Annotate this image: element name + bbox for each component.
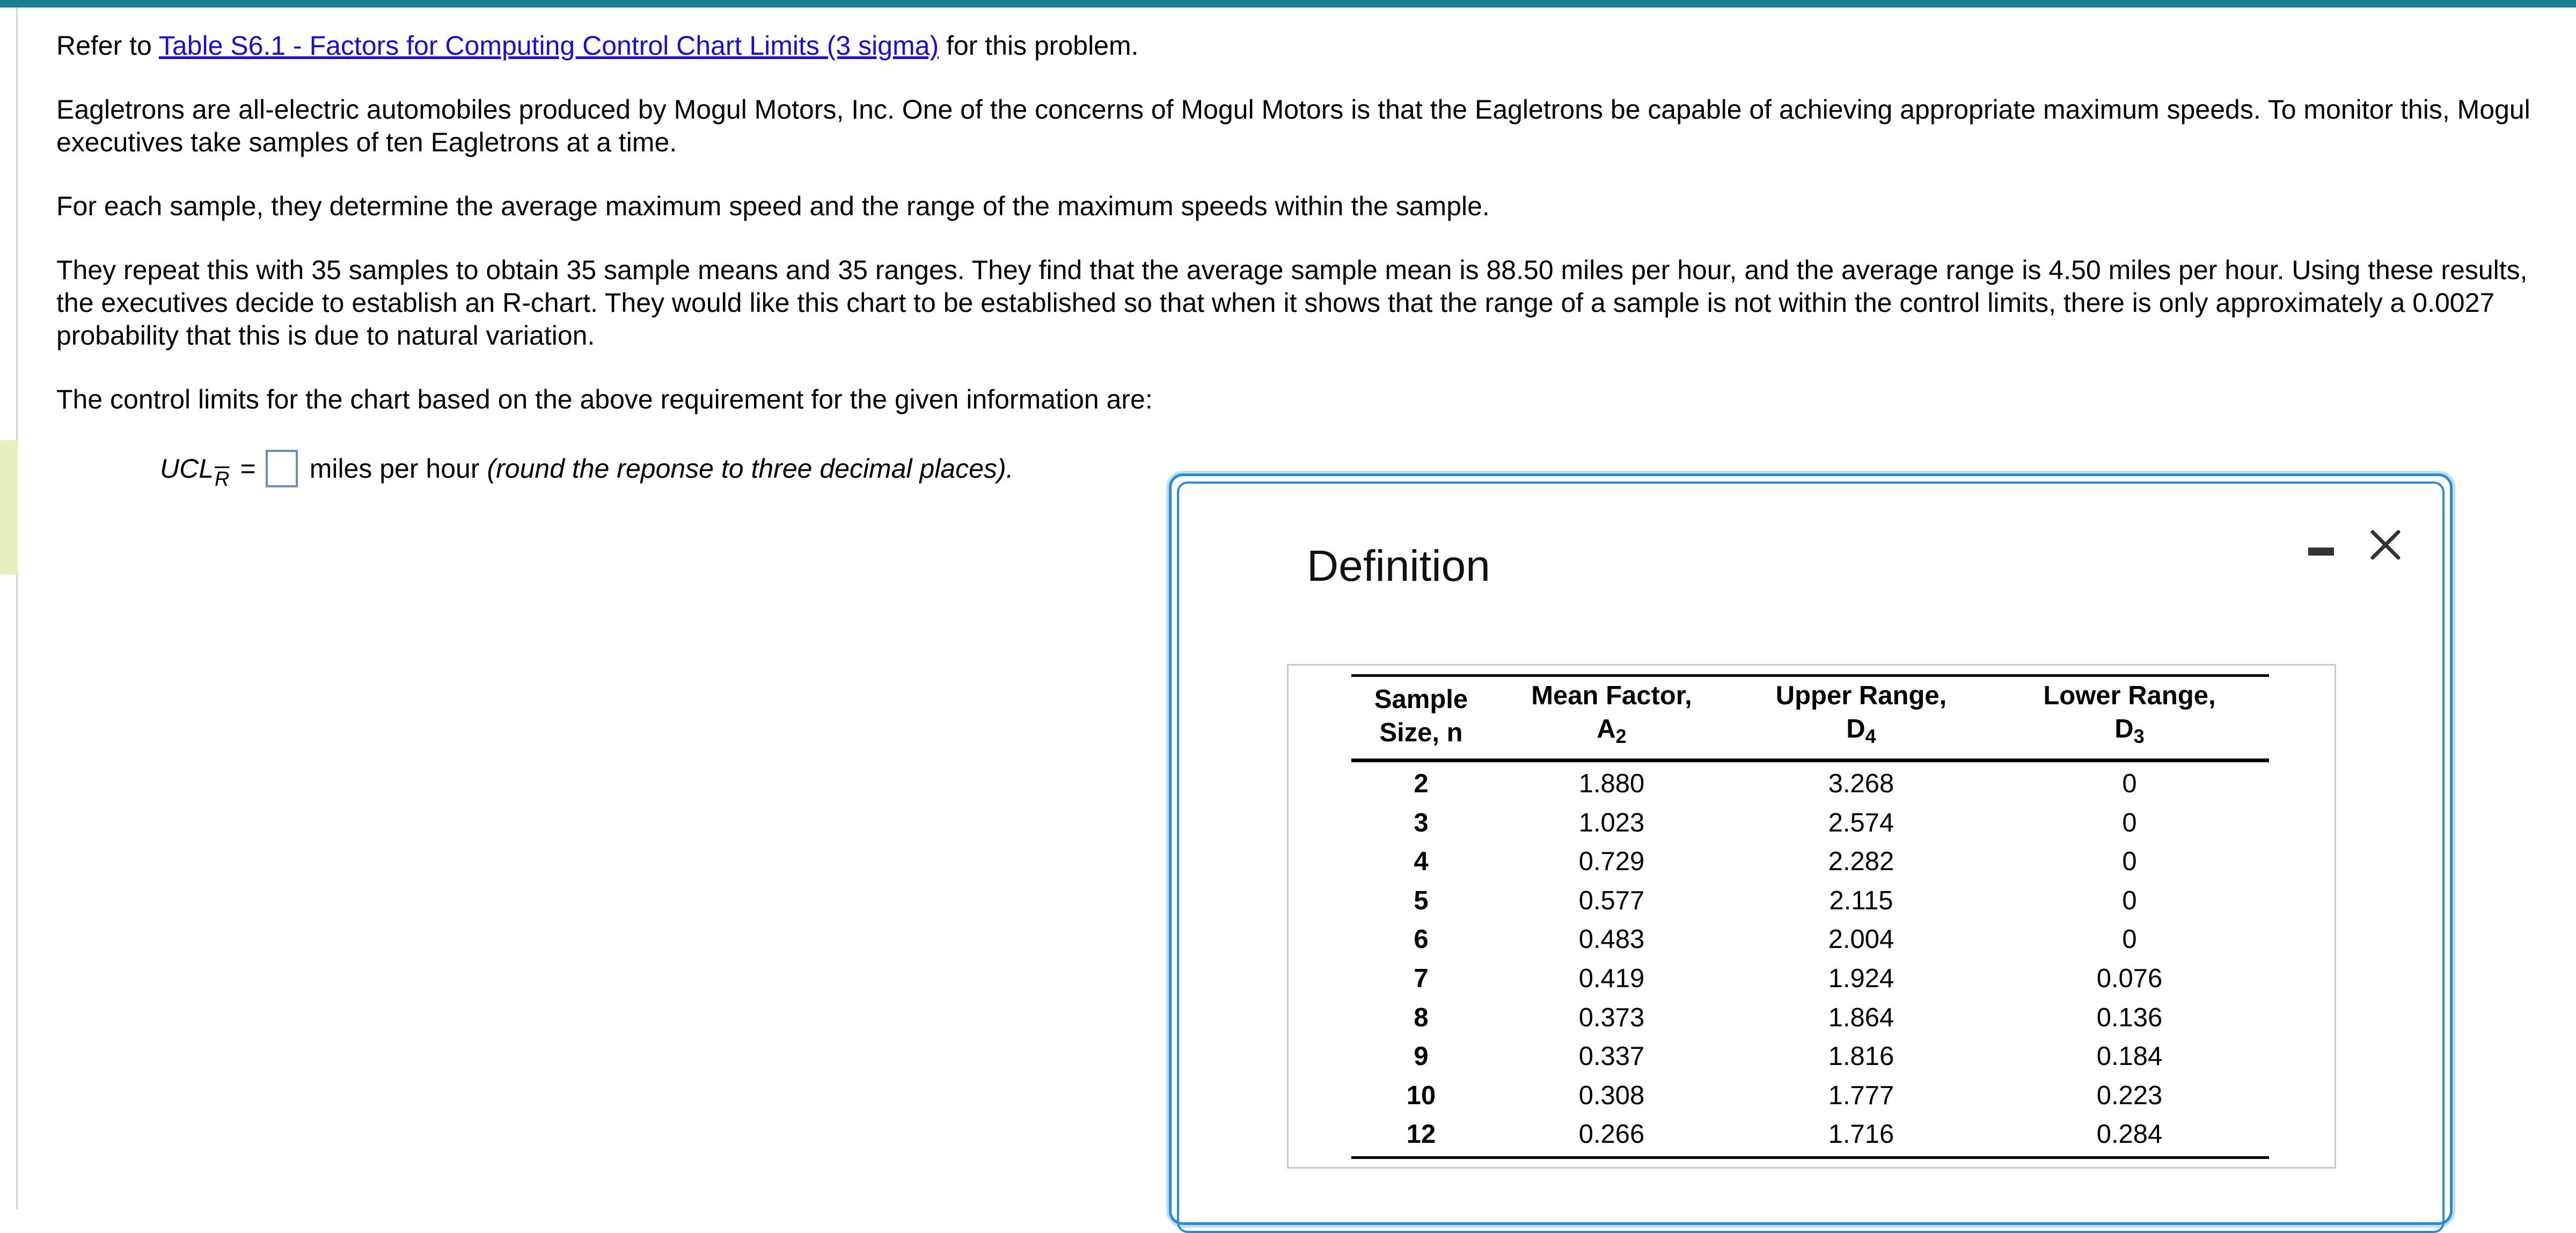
cell-upper-range: 1.816 (1828, 1042, 1894, 1071)
minimize-button[interactable] (2305, 535, 2337, 567)
header-sample-size (1351, 676, 1491, 761)
popup-title: Definition (1307, 542, 1490, 590)
cell-lower-range: 0 (2122, 808, 2137, 837)
cell-mean-factor: 1.023 (1578, 808, 1645, 837)
header-mean-factor-symbol: A (1597, 714, 1616, 743)
cell-mean-factor: 0.483 (1578, 925, 1645, 954)
table-row (1351, 881, 2269, 921)
header-mean-factor (1491, 676, 1732, 761)
table-row (1351, 920, 2269, 959)
factors-table-frame (1287, 664, 2336, 1169)
cell-upper-range: 1.924 (1828, 964, 1894, 993)
header-upper-range-symbol: D (1846, 714, 1865, 743)
cell-sample-size: 7 (1414, 964, 1429, 993)
cell-upper-range: 2.574 (1828, 808, 1894, 837)
intro-prefix: Refer to (56, 31, 152, 61)
cell-mean-factor: 0.337 (1578, 1042, 1645, 1071)
ucl-label: UCL (160, 454, 214, 484)
header-sample-size-line1: Sample (1374, 685, 1468, 714)
header-sample-size-line2: Size, n (1379, 718, 1463, 747)
table-row (1351, 1115, 2269, 1157)
cell-mean-factor: 0.419 (1578, 964, 1645, 993)
question-marker (0, 440, 18, 574)
header-lower-range-sub: 3 (2133, 725, 2145, 747)
ucl-answer-input[interactable] (266, 450, 298, 487)
cell-mean-factor: 0.308 (1578, 1081, 1645, 1110)
close-button[interactable] (2364, 523, 2407, 566)
cell-upper-range: 1.716 (1732, 1115, 1990, 1157)
header-mean-factor-line1: Mean Factor, (1531, 681, 1692, 710)
cell-mean-factor: 0.373 (1578, 1003, 1645, 1032)
header-lower-range-symbol: D (2114, 714, 2134, 743)
paragraph-1: Eagletrons are all-electric automobiles produced by Mogul Motors, Inc. One of the concerns of Mogul Motors is that the Eagletrons be capable of achieving appropriate maximum speeds. To monitor this, Mogul executives take samples of ten Eagletrons at a time. (56, 94, 2530, 157)
cell-lower-range: 0.184 (2096, 1042, 2163, 1071)
header-upper-range (1732, 676, 1990, 761)
cell-lower-range: 0.284 (1990, 1115, 2269, 1157)
rounding-hint: (round the reponse to three decimal places). (487, 454, 1014, 484)
header-mean-factor-sub: 2 (1615, 725, 1627, 747)
ucl-subscript: $\overline{R}$ (215, 468, 230, 491)
table-row (1351, 959, 2269, 998)
paragraph-4: The control limits for the chart based on the above requirement for the given information are: (56, 384, 1153, 414)
close-icon (2364, 523, 2407, 566)
paragraph-2: For each sample, they determine the average maximum speed and the range of the maximum speeds within the sample. (56, 191, 1490, 221)
cell-upper-range: 1.777 (1828, 1081, 1894, 1110)
cell-upper-range: 3.268 (1828, 769, 1894, 798)
cell-mean-factor: 0.729 (1578, 847, 1645, 877)
table-row (1351, 842, 2269, 881)
cell-sample-size: 2 (1414, 769, 1429, 798)
cell-sample-size: 5 (1414, 886, 1429, 915)
unit-label: miles per hour (309, 454, 480, 484)
equals-sign: = (240, 454, 256, 484)
header-lower-range (1990, 676, 2269, 761)
cell-sample-size: 4 (1414, 847, 1429, 877)
header-upper-range-line1: Upper Range, (1775, 681, 1947, 710)
cell-sample-size: 12 (1351, 1115, 1491, 1157)
definition-popup (1169, 473, 2453, 1225)
header-upper-range-sub: 4 (1865, 725, 1876, 747)
cell-sample-size: 9 (1414, 1042, 1429, 1071)
cell-sample-size: 3 (1414, 808, 1429, 837)
table-reference-link[interactable]: Table S6.1 - Factors for Computing Control Chart Limits (3 sigma) (158, 31, 939, 61)
cell-mean-factor: 0.577 (1578, 886, 1645, 915)
cell-sample-size: 10 (1406, 1081, 1436, 1110)
cell-lower-range: 0 (2122, 886, 2137, 915)
question-body (56, 30, 2536, 447)
table-row (1351, 1076, 2269, 1115)
top-accent-bar (0, 0, 2576, 8)
left-divider (16, 8, 18, 1209)
cell-sample-size: 6 (1414, 925, 1429, 954)
cell-lower-range: 0.136 (2096, 1003, 2163, 1032)
table-row (1351, 804, 2269, 843)
paragraph-3: They repeat this with 35 samples to obtain 35 sample means and 35 ranges. They find that the average sample mean is 88.50 miles per hour, and the average range is 4.50 miles per hour. Using these results, the executives decide to establish an R-chart. They would like this chart to be established so that when it shows that the range of a sample is not within the control limits, there is only approximately a 0.0027 probability that this is due to natural variation. (56, 255, 2528, 351)
minimize-icon (2308, 548, 2334, 556)
ucl-answer-row (160, 450, 1014, 491)
cell-lower-range: 0.223 (2096, 1081, 2163, 1110)
cell-upper-range: 2.115 (1829, 886, 1893, 915)
cell-lower-range: 0.076 (2096, 964, 2163, 993)
table-row (1351, 998, 2269, 1038)
intro-suffix: for this problem. (946, 31, 1139, 61)
cell-mean-factor: 1.880 (1578, 769, 1645, 798)
cell-lower-range: 0 (2122, 769, 2137, 798)
header-lower-range-line1: Lower Range, (2043, 681, 2216, 710)
table-row (1351, 761, 2269, 804)
control-chart-factors-table (1351, 674, 2269, 1159)
intro-line (56, 30, 2536, 62)
cell-lower-range: 0 (2122, 925, 2137, 954)
cell-lower-range: 0 (2122, 847, 2137, 877)
cell-sample-size: 8 (1414, 1003, 1429, 1032)
cell-upper-range: 1.864 (1828, 1003, 1894, 1032)
table-header-row (1351, 676, 2269, 761)
cell-upper-range: 2.282 (1828, 847, 1894, 877)
table-row (1351, 1037, 2269, 1076)
cell-mean-factor: 0.266 (1491, 1115, 1732, 1157)
cell-upper-range: 2.004 (1828, 925, 1894, 954)
